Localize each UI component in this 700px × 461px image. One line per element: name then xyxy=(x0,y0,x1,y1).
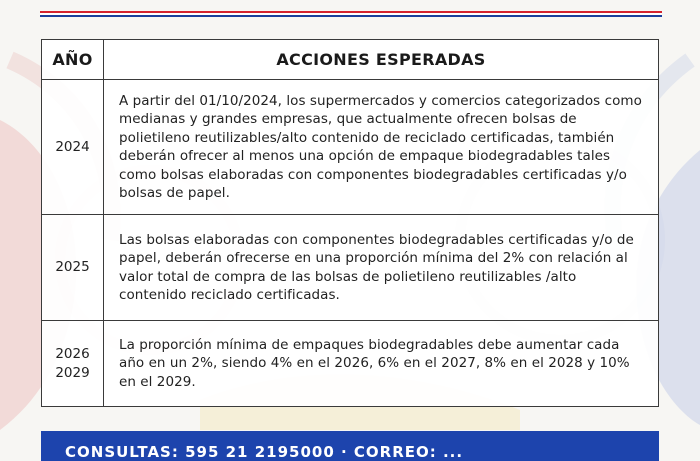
header-actions: ACCIONES ESPERADAS xyxy=(104,40,659,80)
year-value: 2025 xyxy=(55,259,90,275)
contact-banner-text: CONSULTAS: 595 21 2195000 · CORREO: ... xyxy=(65,443,464,461)
action-text: A partir del 01/10/2024, los supermercados y comercios categorizados como medianas y grandes empresas, que actualmente ofrecen bolsas de polietileno reutilizables/alto contenido de reciclado certificadas, también deberán ofrecer al menos una opción de empaque biodegradables tales como bolsas elaboradas con componentes biodegradables certificadas y/o bolsas de papel. xyxy=(104,80,659,215)
year-value-end: 2029 xyxy=(55,364,90,381)
actions-table xyxy=(41,39,659,407)
year-cell xyxy=(42,321,104,407)
header-year: AÑO xyxy=(42,40,104,80)
year-cell xyxy=(42,215,104,321)
year-value: 2024 xyxy=(55,138,90,155)
table-row xyxy=(42,215,659,321)
table-header-row xyxy=(42,40,659,80)
year-value-start: 2026 xyxy=(55,345,90,362)
table-row xyxy=(42,80,659,215)
year-cell xyxy=(42,80,104,215)
top-flag-stripe xyxy=(40,11,662,17)
table-row xyxy=(42,321,659,407)
contact-banner xyxy=(41,431,659,461)
action-text: Las bolsas elaboradas con componentes biodegradables certificadas y/o de papel, deberán ofrecerse en una proporción mínima del 2% con relación al valor total de compra de las bolsas de polietileno reutilizables /alto contenido reciclado certificadas. xyxy=(104,215,659,321)
action-text: La proporción mínima de empaques biodegradables debe aumentar cada año en un 2%, siendo 4% en el 2026, 6% en el 2027, 8% en el 2028 y 10% en el 2029. xyxy=(104,321,659,407)
